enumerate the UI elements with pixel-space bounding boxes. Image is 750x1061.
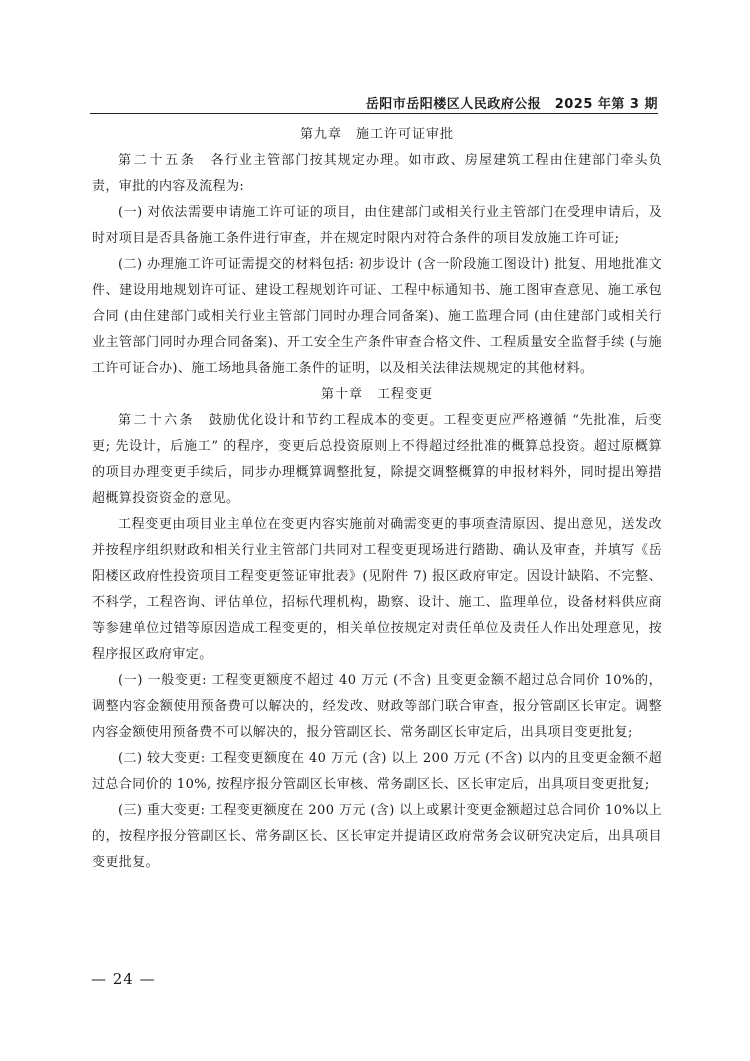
chapter-9-item-1: (一) 对依法需要申请施工许可证的项目，由住建部门或相关行业主管部门在受理申请后，及时对项目是否具备施工条件进行审查，并在规定时限内对符合条件的项目发放施工许可证; [92,205,662,246]
chapter-9-item-2: (二) 办理施工许可证需提交的材料包括: 初步设计 (含一阶段施工图设计) 批复、用地批准文件、建设用地规划许可证、建设工程规划许可证、工程中标通知书、施工图审查意见、施工承包合同 (由住建部门或相关行业主管部门同时办理合同备案)、施工监理合同 (由住建部门或相关行业主管部门同时办理合同备案)、开工安全生产条件审查合格文件、工程质量安全监督手续 (与施工许可证合办)、施工场地具备施工条件的证明，以及相关法律法规规定的其他材料。 [92,257,662,376]
article-26-number: 第二十六条 [118,413,195,428]
chapter-9-title: 第九章 施工许可证审批 [299,127,454,142]
article-26-text: 鼓励优化设计和节约工程成本的变更。工程变更应严格遵循 “先批准，后变更; 先设计，后施工” 的程序，变更后总投资原则上不得超过经批准的概算总投资。超过原概算的项目办理变更手续后，同步办理概算调整批复，除提交调整概算的申报材料外，同时提出筹措超概算投资资金的意见。 [92,413,662,506]
article-25 [92,148,662,200]
chapter-10-item-3: (三) 重大变更: 工程变更额度在 200 万元 (含) 以上或累计变更金额超过总合同价 10%以上的，按程序报分管副区长、常务副区长、区长审定并提请区政府常务会议研究决定后，出具项目变更批复。 [92,803,662,870]
article-25-text: 各行业主管部门按其规定办理。如市政、房屋建筑工程由住建部门牵头负责，审批的内容及流程为: [92,153,662,194]
page-header [90,93,658,114]
chapter-10-paragraph-2: 工程变更由项目业主单位在变更内容实施前对确需变更的事项查清原因、提出意见，送发改并按程序组织财政和相关行业主管部门共同对工程变更现场进行踏勘、确认及审查，并填写《岳阳楼区政府性投资项目工程变更签证审批表》(见附件 7) 报区政府审定。因设计缺陷、不完整、不科学，工程咨询、评估单位，招标代理机构，勘察、设计、施工、监理单位，设备材料供应商等参建单位过错等原因造成工程变更的，相关单位按规定对责任单位及责任人作出处理意见，按程序报区政府审定。 [92,517,662,662]
article-26 [92,408,662,512]
page-number: — 24 — [91,970,156,988]
chapter-10-item-2: (二) 较大变更: 工程变更额度在 40 万元 (含) 以上 200 万元 (不含) 以内的且变更金额不超过总合同价的 10%, 按程序报分管副区长审核、常务副区长、区长审定后，出具项目变更批复; [92,751,662,792]
document-body [92,122,662,876]
gazette-title: 岳阳市岳阳楼区人民政府公报 2025 年第 3 期 [365,97,658,112]
article-25-number: 第二十五条 [118,153,197,168]
chapter-10-item-1: (一) 一般变更: 工程变更额度不超过 40 万元 (不含) 且变更金额不超过总合同价 10%的，调整内容金额使用预备费可以解决的，经发改、财政等部门联合审查，报分管副区长审定。调整内容金额使用预备费不可以解决的，报分管副区长、常务副区长审定后，出具项目变更批复; [92,673,662,740]
chapter-10-title: 第十章 工程变更 [320,387,433,402]
